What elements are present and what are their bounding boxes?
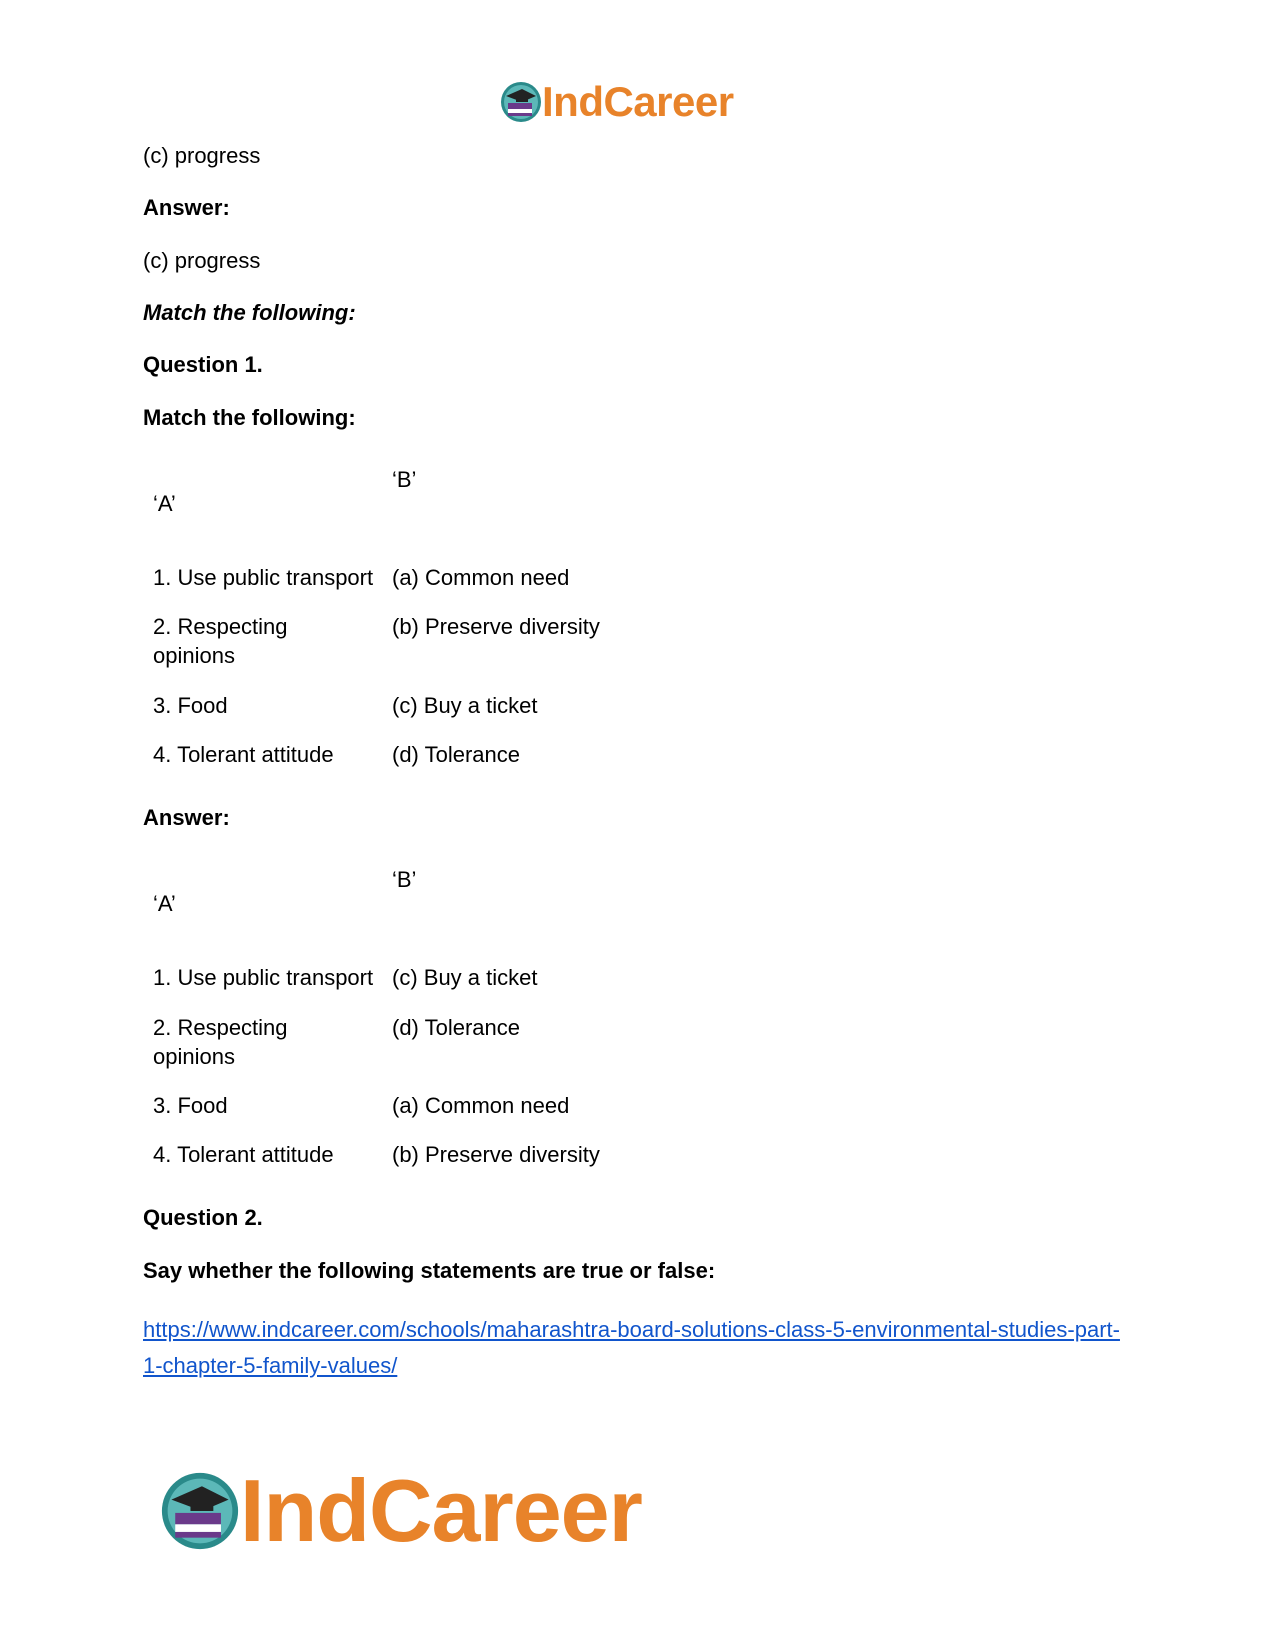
table-cell-b: (c) Buy a ticket xyxy=(392,965,538,990)
table-header-b: ‘B’ xyxy=(392,467,417,492)
source-link[interactable]: https://www.indcareer.com/schools/maharashtra-board-solutions-class-5-environmental-studies-part-1-chapter-5-family-values/ xyxy=(143,1317,1120,1378)
answer-text-1: (c) progress xyxy=(143,248,261,273)
graduation-cap-book-icon xyxy=(160,1471,240,1551)
table-cell-a: 4. Tolerant attitude xyxy=(153,1142,334,1167)
table-cell-b: (d) Tolerance xyxy=(392,1015,520,1040)
header-logo-text: IndCareer xyxy=(542,78,734,125)
table-header-b: ‘B’ xyxy=(392,867,417,892)
table-cell-a: 2. Respecting xyxy=(153,1015,288,1040)
table-cell-a: 1. Use public transport xyxy=(153,965,374,990)
answer-label-1: Answer: xyxy=(143,195,230,220)
table-header-a: ‘A’ xyxy=(153,491,176,516)
footer-logo-text: IndCareer xyxy=(240,1461,642,1560)
table-cell-b: (a) Common need xyxy=(392,565,570,590)
graduation-cap-book-icon xyxy=(500,81,542,123)
table-cell-a-cont: opinions xyxy=(153,643,235,668)
question-2-prompt: Say whether the following statements are true or false: xyxy=(143,1258,716,1283)
question-1-prompt: Match the following: xyxy=(143,405,356,430)
table-cell-a: 1. Use public transport xyxy=(153,565,374,590)
table-cell-b: (a) Common need xyxy=(392,1093,570,1118)
table-cell-a: 2. Respecting xyxy=(153,614,288,639)
question-1: Question 1. xyxy=(143,352,263,377)
table-cell-a-cont: opinions xyxy=(153,1044,235,1069)
table-cell-b: (b) Preserve diversity xyxy=(392,614,600,639)
table-cell-a: 3. Food xyxy=(153,1093,228,1118)
section-heading: Match the following: xyxy=(143,300,356,325)
table-header-a: ‘A’ xyxy=(153,891,176,916)
footer-logo xyxy=(160,1461,642,1560)
table-cell-b: (c) Buy a ticket xyxy=(392,693,538,718)
question-2: Question 2. xyxy=(143,1205,263,1230)
table-cell-a: 4. Tolerant attitude xyxy=(153,742,334,767)
answer-label-2: Answer: xyxy=(143,805,230,830)
table-cell-a: 3. Food xyxy=(153,693,228,718)
option-c: (c) progress xyxy=(143,143,261,168)
header-logo xyxy=(500,78,734,126)
table-cell-b: (d) Tolerance xyxy=(392,742,520,767)
table-cell-b: (b) Preserve diversity xyxy=(392,1142,600,1167)
